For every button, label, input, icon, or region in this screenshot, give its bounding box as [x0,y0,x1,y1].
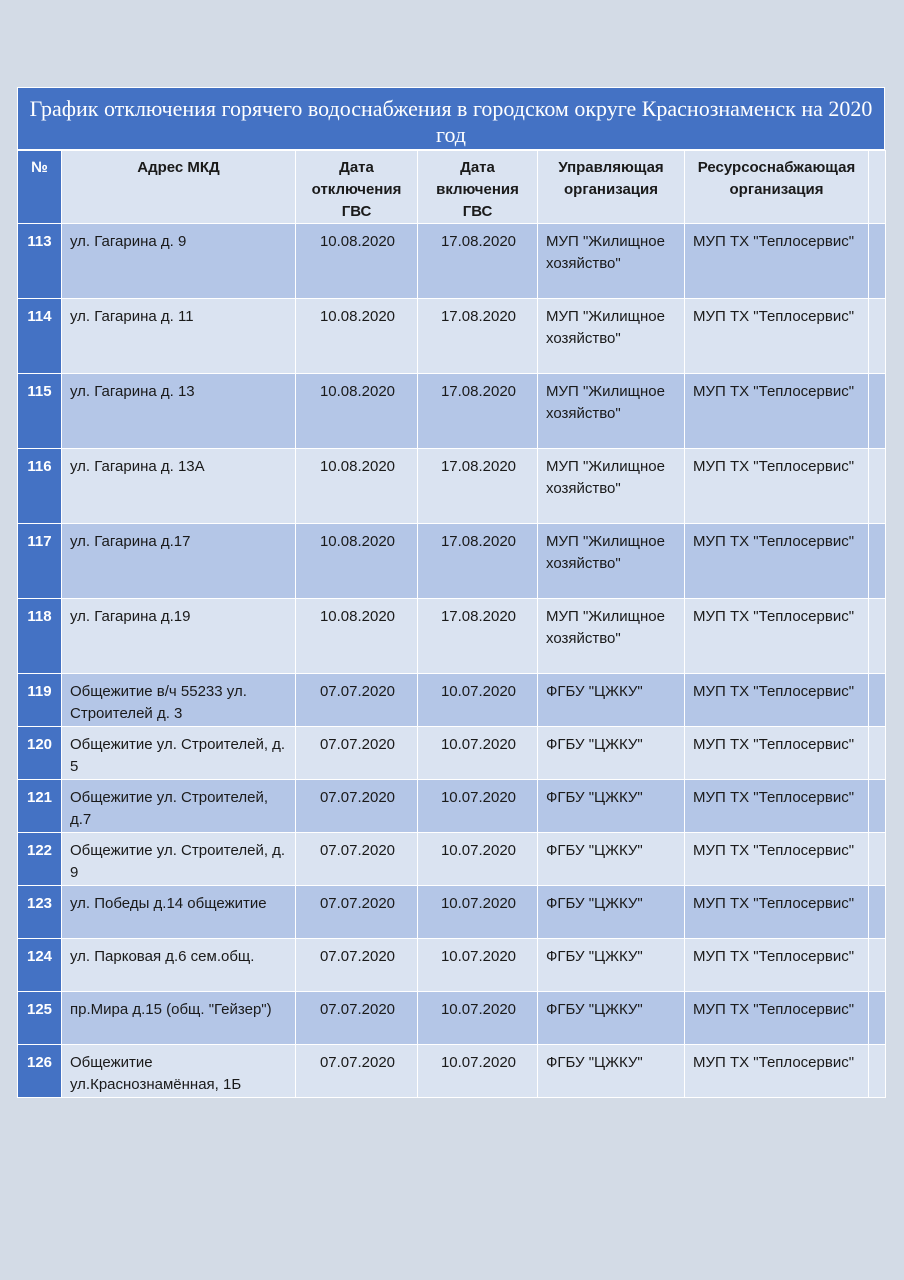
row-on-date: 17.08.2020 [418,299,538,374]
table-row [18,939,886,992]
row-supplier: МУП ТХ "Теплосервис" [685,727,869,780]
row-off-date: 10.08.2020 [296,224,418,299]
row-number: 113 [18,224,62,299]
row-manager: ФГБУ "ЦЖКУ" [538,780,685,833]
row-on-date: 10.07.2020 [418,833,538,886]
header-spacer [869,151,886,224]
row-manager: ФГБУ "ЦЖКУ" [538,939,685,992]
row-off-date: 10.08.2020 [296,599,418,674]
row-on-date: 10.07.2020 [418,780,538,833]
row-spacer [869,1045,886,1098]
row-spacer [869,992,886,1045]
row-on-date: 17.08.2020 [418,224,538,299]
table-row [18,674,886,727]
row-on-date: 10.07.2020 [418,727,538,780]
row-address: ул. Гагарина д. 13А [62,449,296,524]
row-supplier: МУП ТХ "Теплосервис" [685,524,869,599]
row-spacer [869,299,886,374]
schedule-table [17,150,886,1098]
row-on-date: 17.08.2020 [418,599,538,674]
table-row [18,224,886,299]
table-row [18,727,886,780]
row-spacer [869,599,886,674]
row-spacer [869,449,886,524]
row-manager: МУП "Жилищное хозяйство" [538,299,685,374]
row-manager: ФГБУ "ЦЖКУ" [538,886,685,939]
row-off-date: 10.08.2020 [296,524,418,599]
row-manager: ФГБУ "ЦЖКУ" [538,674,685,727]
table-row [18,299,886,374]
row-address: пр.Мира д.15 (общ. "Гейзер") [62,992,296,1045]
row-spacer [869,727,886,780]
table-row [18,374,886,449]
row-number: 121 [18,780,62,833]
schedule-document [17,87,885,1098]
row-on-date: 17.08.2020 [418,449,538,524]
row-manager: ФГБУ "ЦЖКУ" [538,1045,685,1098]
row-number: 122 [18,833,62,886]
row-supplier: МУП ТХ "Теплосервис" [685,886,869,939]
row-spacer [869,674,886,727]
row-off-date: 07.07.2020 [296,1045,418,1098]
row-address: Общежитие ул. Строителей, д. 9 [62,833,296,886]
row-on-date: 10.07.2020 [418,939,538,992]
table-row [18,992,886,1045]
row-on-date: 10.07.2020 [418,992,538,1045]
row-address: ул. Гагарина д.17 [62,524,296,599]
row-manager: МУП "Жилищное хозяйство" [538,224,685,299]
row-address: ул. Гагарина д. 13 [62,374,296,449]
row-off-date: 07.07.2020 [296,674,418,727]
row-manager: ФГБУ "ЦЖКУ" [538,992,685,1045]
row-manager: МУП "Жилищное хозяйство" [538,449,685,524]
table-header-row [18,151,886,224]
row-supplier: МУП ТХ "Теплосервис" [685,939,869,992]
row-number: 120 [18,727,62,780]
row-address: Общежитие ул.Краснознамённая, 1Б [62,1045,296,1098]
table-row [18,524,886,599]
row-number: 126 [18,1045,62,1098]
header-supplier: Ресурсоснабжающая организация [685,151,869,224]
row-number: 125 [18,992,62,1045]
row-on-date: 17.08.2020 [418,374,538,449]
row-on-date: 10.07.2020 [418,1045,538,1098]
row-supplier: МУП ТХ "Теплосервис" [685,299,869,374]
row-address: Общежитие в/ч 55233 ул. Строителей д. 3 [62,674,296,727]
row-on-date: 10.07.2020 [418,886,538,939]
row-address: ул. Гагарина д.19 [62,599,296,674]
row-off-date: 07.07.2020 [296,780,418,833]
row-supplier: МУП ТХ "Теплосервис" [685,374,869,449]
row-number: 119 [18,674,62,727]
row-supplier: МУП ТХ "Теплосервис" [685,599,869,674]
row-spacer [869,224,886,299]
row-number: 114 [18,299,62,374]
row-spacer [869,374,886,449]
document-title: График отключения горячего водоснабжения в городском округе Краснознаменск на 2020 год [17,87,885,150]
table-row [18,833,886,886]
table-row [18,886,886,939]
row-manager: ФГБУ "ЦЖКУ" [538,833,685,886]
row-address: ул. Гагарина д. 9 [62,224,296,299]
row-spacer [869,524,886,599]
row-supplier: МУП ТХ "Теплосервис" [685,780,869,833]
row-manager: МУП "Жилищное хозяйство" [538,599,685,674]
row-address: ул. Парковая д.6 сем.общ. [62,939,296,992]
row-supplier: МУП ТХ "Теплосервис" [685,1045,869,1098]
header-on-date: Дата включения ГВС [418,151,538,224]
row-off-date: 10.08.2020 [296,449,418,524]
row-off-date: 07.07.2020 [296,939,418,992]
table-row [18,1045,886,1098]
row-number: 117 [18,524,62,599]
table-row [18,449,886,524]
row-spacer [869,833,886,886]
row-spacer [869,886,886,939]
row-number: 115 [18,374,62,449]
row-number: 124 [18,939,62,992]
row-supplier: МУП ТХ "Теплосервис" [685,833,869,886]
row-on-date: 10.07.2020 [418,674,538,727]
row-supplier: МУП ТХ "Теплосервис" [685,992,869,1045]
row-off-date: 07.07.2020 [296,992,418,1045]
row-supplier: МУП ТХ "Теплосервис" [685,224,869,299]
row-manager: МУП "Жилищное хозяйство" [538,374,685,449]
header-off-date: Дата отключения ГВС [296,151,418,224]
row-number: 116 [18,449,62,524]
row-number: 118 [18,599,62,674]
row-off-date: 10.08.2020 [296,374,418,449]
row-supplier: МУП ТХ "Теплосервис" [685,674,869,727]
header-manager: Управляющая организация [538,151,685,224]
row-off-date: 07.07.2020 [296,886,418,939]
row-off-date: 07.07.2020 [296,727,418,780]
row-address: Общежитие ул. Строителей, д.7 [62,780,296,833]
row-number: 123 [18,886,62,939]
row-address: ул. Гагарина д. 11 [62,299,296,374]
row-address: Общежитие ул. Строителей, д. 5 [62,727,296,780]
table-row [18,780,886,833]
row-manager: ФГБУ "ЦЖКУ" [538,727,685,780]
row-off-date: 10.08.2020 [296,299,418,374]
row-supplier: МУП ТХ "Теплосервис" [685,449,869,524]
row-spacer [869,939,886,992]
header-address: Адрес МКД [62,151,296,224]
row-off-date: 07.07.2020 [296,833,418,886]
row-on-date: 17.08.2020 [418,524,538,599]
header-num: № [18,151,62,224]
row-address: ул. Победы д.14 общежитие [62,886,296,939]
table-row [18,599,886,674]
row-spacer [869,780,886,833]
row-manager: МУП "Жилищное хозяйство" [538,524,685,599]
